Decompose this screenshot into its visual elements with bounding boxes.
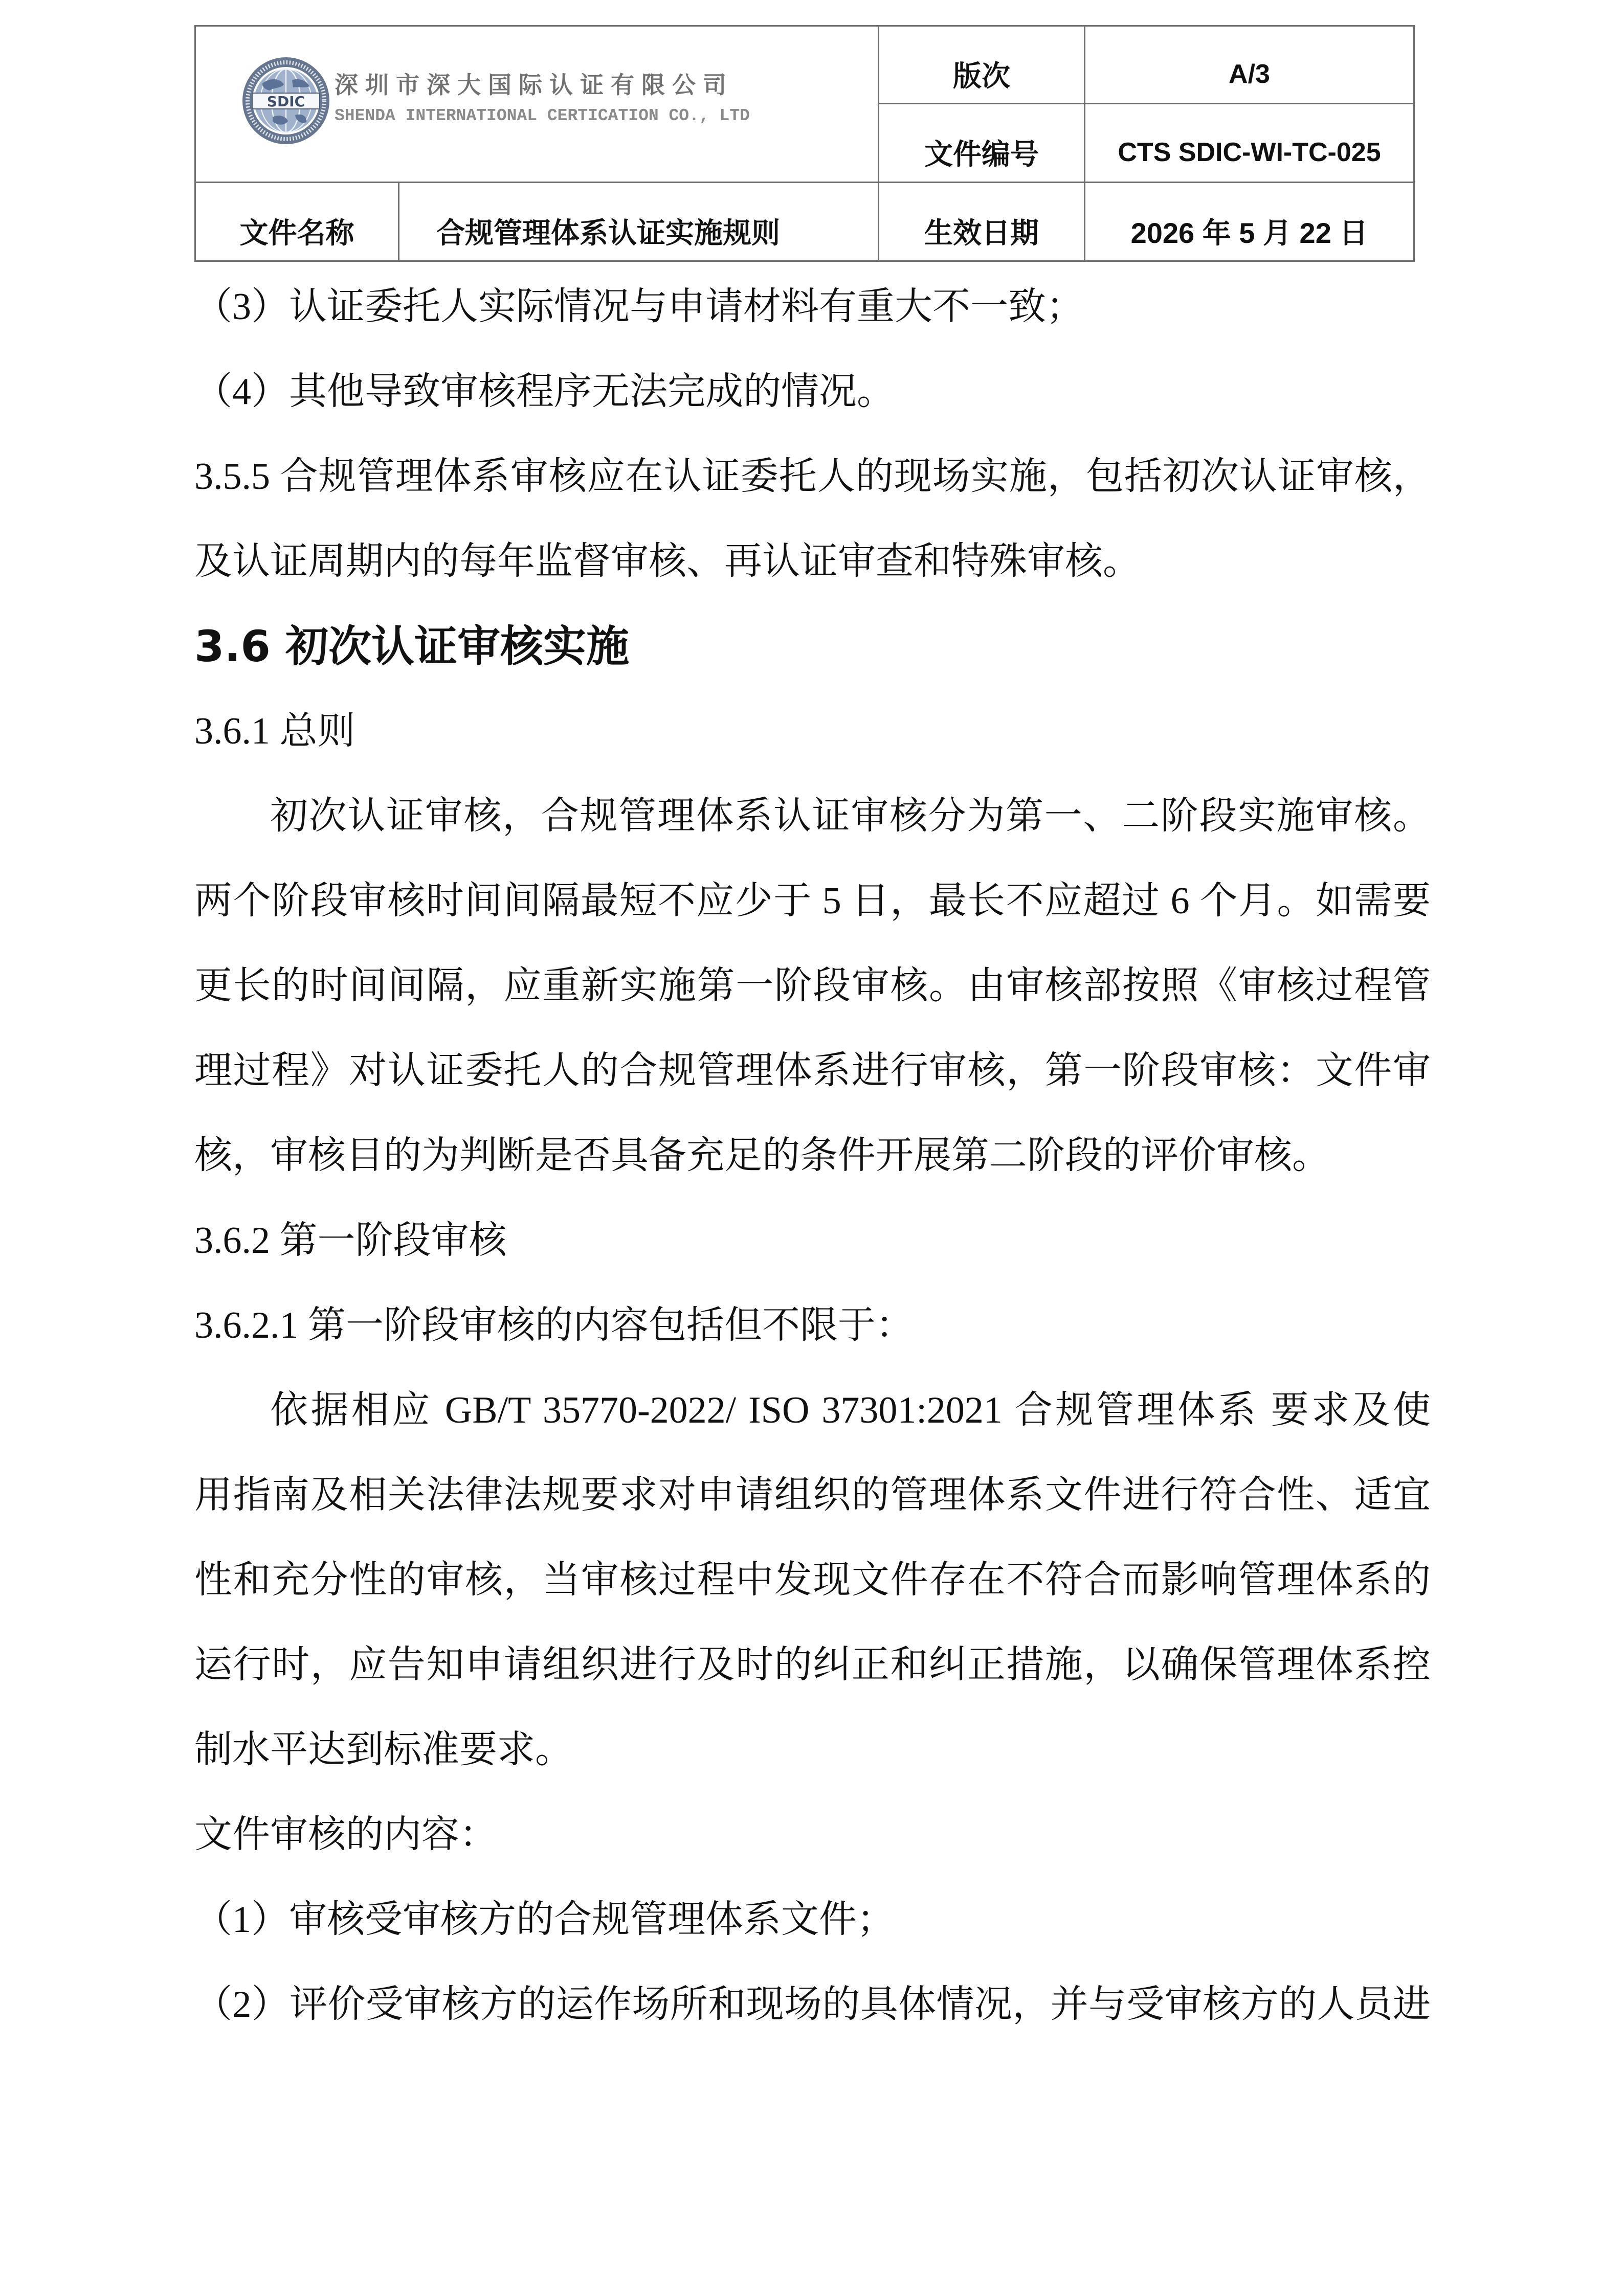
document-number-label: 文件编号 [879, 104, 1085, 183]
subsection-heading-3-6-2: 3.6.2 第一阶段审核 [194, 1220, 507, 1262]
effective-date-value: 2026 年 5 月 22 日 [1085, 183, 1414, 261]
logo-cell [195, 26, 879, 183]
list-item-4: （4）其他导致审核程序无法完成的情况。 [194, 371, 895, 413]
general-paragraph-line: 理过程》对认证委托人的合规管理体系进行审核，第一阶段审核：文件审 [194, 1050, 1431, 1092]
list-item-3: （3）认证委托人实际情况与申请材料有重大不一致； [194, 286, 1084, 328]
clause-3-5-5-line: 及认证周期内的每年监督审核、再认证审查和特殊审核。 [194, 541, 1141, 582]
clause-3-5-5-line: 3.5.5 合规管理体系审核应在认证委托人的现场实施，包括初次认证审核， [194, 456, 1431, 498]
effective-date-label: 生效日期 [879, 183, 1085, 261]
general-paragraph-line: 初次认证审核，合规管理体系认证审核分为第一、二阶段实施审核。 [270, 795, 1431, 837]
company-logo [242, 57, 330, 145]
document-number-value: CTS SDIC-WI-TC-025 [1085, 104, 1414, 183]
version-label: 版次 [879, 26, 1085, 104]
version-value: A/3 [1085, 26, 1414, 104]
general-paragraph-line: 两个阶段审核时间间隔最短不应少于 5 日，最长不应超过 6 个月。如需要 [194, 880, 1431, 922]
logo-mark-text: SDIC [266, 93, 305, 110]
logo-band [252, 93, 320, 110]
clause-3-6-2-1: 3.6.2.1 第一阶段审核的内容包括但不限于： [194, 1304, 914, 1346]
doc-review-item-2: （2）评价受审核方的运作场所和现场的具体情况，并与受审核方的人员进 [194, 1984, 1431, 2025]
basis-paragraph-line: 用指南及相关法律法规要求对申请组织的管理体系文件进行符合性、适宜 [194, 1474, 1431, 1516]
basis-paragraph-line: 运行时，应告知申请组织进行及时的纠正和纠正措施，以确保管理体系控 [194, 1644, 1431, 1686]
section-heading-3-6: 3.6 初次认证审核实施 [194, 621, 630, 671]
document-name-label: 文件名称 [195, 183, 399, 261]
basis-paragraph-line: 依据相应 GB/T 35770-2022/ ISO 37301:2021 合规管理体系 要求及使 [270, 1389, 1431, 1431]
subsection-heading-3-6-1: 3.6.1 总则 [194, 710, 355, 752]
doc-review-intro: 文件审核的内容： [194, 1814, 497, 1856]
company-name-cn: 深圳市深大国际认证有限公司 [335, 71, 733, 99]
company-name-en: SHENDA INTERNATIONAL CERTICATION CO., LTD [335, 106, 750, 125]
header-table [194, 25, 1415, 262]
basis-paragraph-line: 性和充分性的审核，当审核过程中发现文件存在不符合而影响管理体系的 [194, 1559, 1431, 1601]
doc-review-item-1: （1）审核受审核方的合规管理体系文件； [194, 1899, 895, 1941]
general-paragraph-line: 核，审核目的为判断是否具备充足的条件开展第二阶段的评价审核。 [194, 1135, 1330, 1177]
basis-paragraph-line: 制水平达到标准要求。 [194, 1729, 573, 1771]
document-name-value: 合规管理体系认证实施规则 [399, 183, 879, 261]
general-paragraph-line: 更长的时间间隔，应重新实施第一阶段审核。由审核部按照《审核过程管 [194, 965, 1431, 1007]
